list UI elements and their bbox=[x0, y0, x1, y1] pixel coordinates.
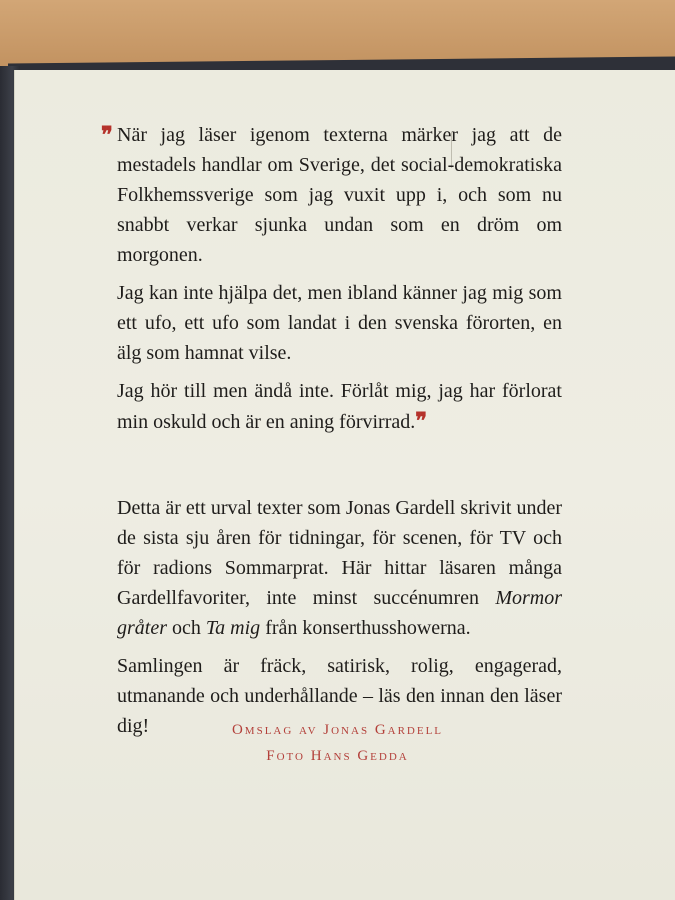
cover-credit: Omslag av Jonas Gardell bbox=[231, 722, 444, 738]
title-mormor-grater: Mormor gråter bbox=[117, 587, 562, 639]
description-paragraph-1: Detta är ett urval texter som Jonas Gardell skrivit under de sista sju åren för tidningar, för scenen, för TV och för radions Sommarprat. Här hittar läsaren många Gardellfavoriter, inte minst succénumren Mormor gråter och Ta mig från konserthusshowerna. bbox=[117, 497, 562, 639]
description-paragraph-2: Samlingen är fräck, satirisk, rolig, engagerad, utmanande och underhållande – läs den innan den läser dig! bbox=[117, 655, 562, 737]
quote-paragraph-3: Jag hör till men ändå inte. Förlåt mig, jag har förlorat min oskuld och är en aning förvirrad.❞ bbox=[117, 380, 562, 433]
photo-credit: Foto Hans Gedda bbox=[266, 748, 409, 764]
open-quote-icon: ❞ bbox=[101, 122, 111, 147]
back-cover-text bbox=[101, 120, 562, 749]
title-ta-mig: Ta mig bbox=[205, 617, 261, 639]
close-quote-icon: ❞ bbox=[415, 408, 426, 433]
quote-paragraph-1: När jag läser igenom texterna märker jag att de mestadels handlar om Sverige, det social-demokratiska Folkhemssverige som jag vuxit upp i, och som nu snabbt verkar sjunka undan som en dröm om morgonen. bbox=[117, 124, 562, 266]
quote-paragraph-2: Jag kan inte hjälpa det, men ibland känner jag mig som ett ufo, ett ufo som landat i den svenska förorten, en älg som hamnat vilse. bbox=[117, 282, 562, 364]
